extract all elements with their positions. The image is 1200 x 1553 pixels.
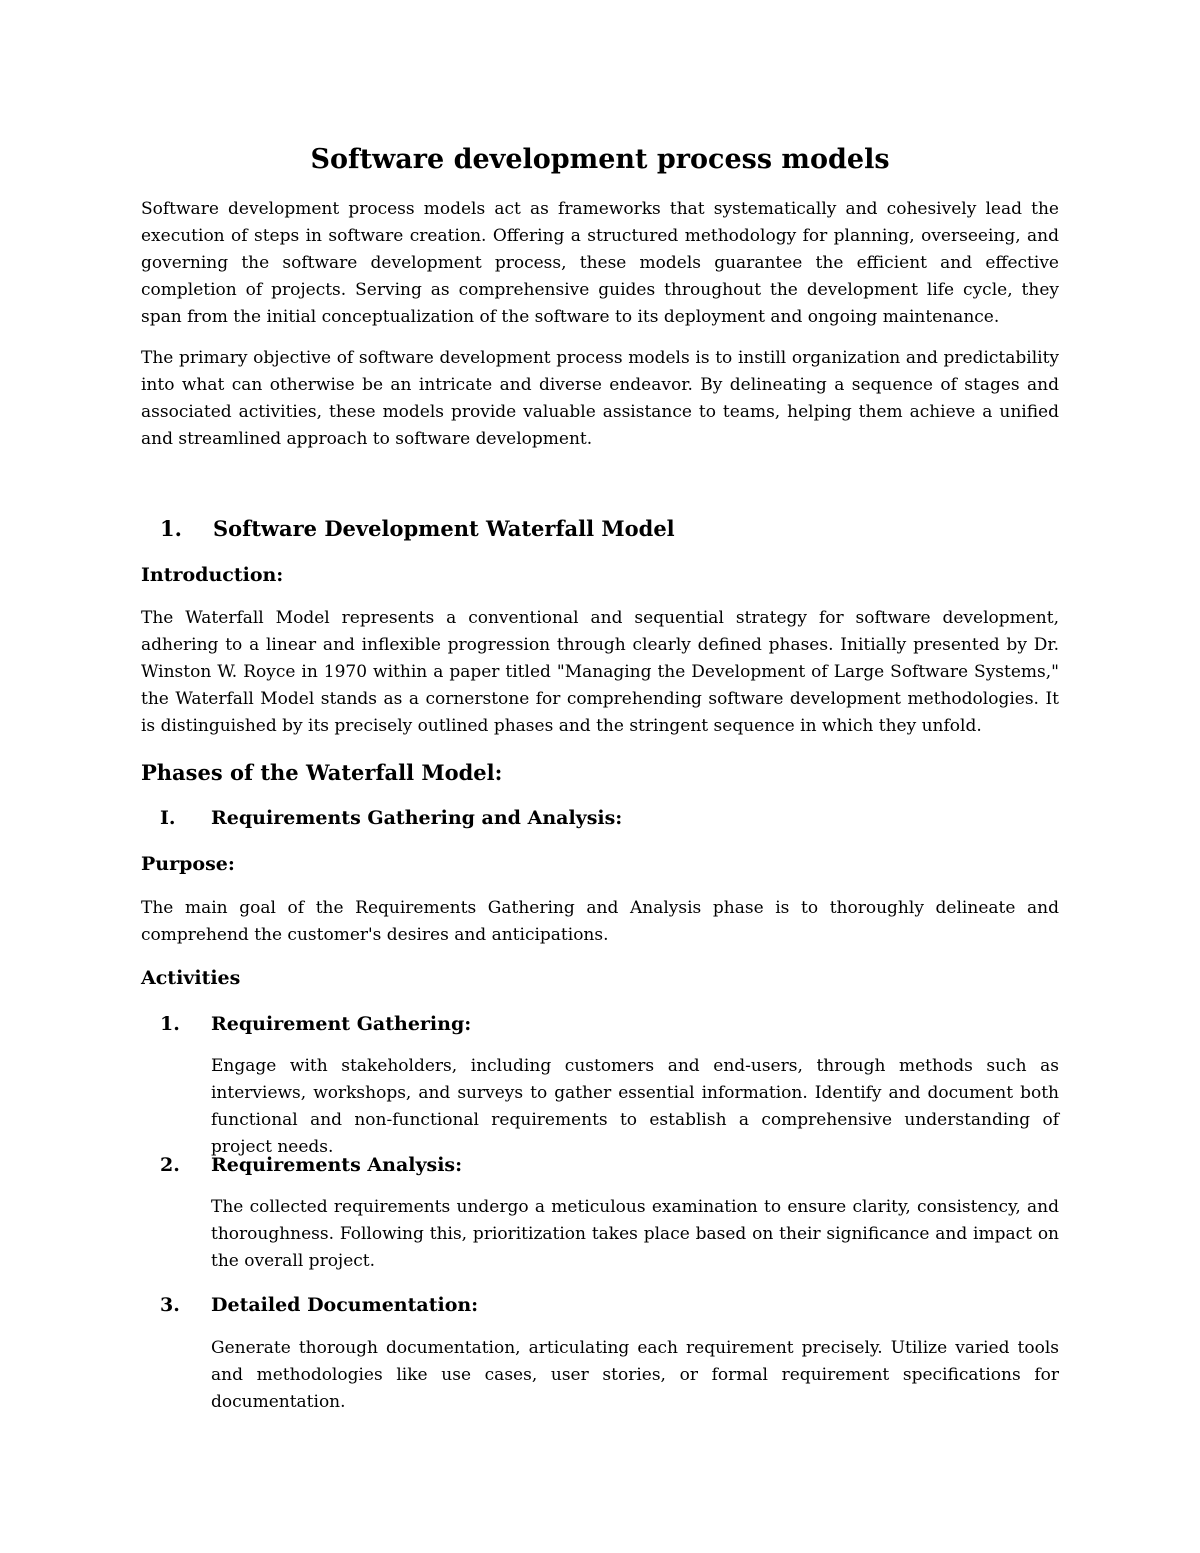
introduction-text: The Waterfall Model represents a conventional and sequential strategy for software development, adhering to a linear and inflexible progression through clearly defined phases. Initially presented by Dr. Winston W. Royce in 1970 within a paper titled "Managing the Development of Large Software Systems," the Waterfall Model stands as a cornerstone for comprehending software development methodologies. It is distinguished by its precisely outlined phases and the stringent sequence in which they unfold. bbox=[141, 608, 1059, 736]
introduction-heading: Introduction: bbox=[141, 564, 284, 586]
section-heading bbox=[141, 514, 1059, 544]
activity-title: Requirements Analysis: bbox=[211, 1154, 463, 1176]
activity-text: Engage with stakeholders, including customers and end-users, through methods such as interviews, workshops, and surveys to gather essential information. Identify and document both functional and non-functional requirements to establish a comprehensive understanding of project needs. bbox=[211, 1056, 1059, 1157]
phase-title: Requirements Gathering and Analysis: bbox=[211, 807, 623, 829]
activity-heading bbox=[141, 1010, 1059, 1038]
phase-heading bbox=[141, 804, 1059, 832]
intro-paragraph-2: The primary objective of software development process models is to instill organization and predictability into what can otherwise be an intricate and diverse endeavor. By delineating a sequence of stages and associated activities, these models provide valuable assistance to teams, helping them achieve a unified and streamlined approach to software development. bbox=[141, 348, 1059, 449]
activities-heading: Activities bbox=[141, 967, 241, 989]
activity-heading bbox=[141, 1291, 1059, 1319]
purpose-text: The main goal of the Requirements Gathering and Analysis phase is to thoroughly delineate and comprehend the customer's desires and anticipations. bbox=[141, 898, 1059, 945]
intro-paragraph-1: Software development process models act as frameworks that systematically and cohesively lead the execution of steps in software creation. Offering a structured methodology for planning, overseeing, and governing the software development process, these models guarantee the efficient and effective completion of projects. Serving as comprehensive guides throughout the development life cycle, they span from the initial conceptualization of the software to its deployment and ongoing maintenance. bbox=[141, 199, 1059, 327]
page-title: Software development process models bbox=[310, 144, 890, 175]
phase-number: I. bbox=[160, 807, 176, 829]
activity-text: Generate thorough documentation, articulating each requirement precisely. Utilize varied tools and methodologies like use cases, user stories, or formal requirement specifications for documentation. bbox=[211, 1338, 1059, 1412]
activity-title: Requirement Gathering: bbox=[211, 1013, 472, 1035]
phases-heading: Phases of the Waterfall Model: bbox=[141, 760, 503, 785]
purpose-heading: Purpose: bbox=[141, 853, 235, 875]
activity-heading bbox=[141, 1151, 1059, 1179]
section-title: Software Development Waterfall Model bbox=[213, 516, 675, 541]
activity-number: 2. bbox=[160, 1154, 180, 1176]
activity-title: Detailed Documentation: bbox=[211, 1294, 479, 1316]
activity-number: 3. bbox=[160, 1294, 180, 1316]
section-number: 1. bbox=[160, 516, 182, 541]
activity-number: 1. bbox=[160, 1013, 180, 1035]
activity-text: The collected requirements undergo a meticulous examination to ensure clarity, consistency, and thoroughness. Following this, prioritization takes place based on their significance and impact on the overall project. bbox=[211, 1197, 1059, 1271]
